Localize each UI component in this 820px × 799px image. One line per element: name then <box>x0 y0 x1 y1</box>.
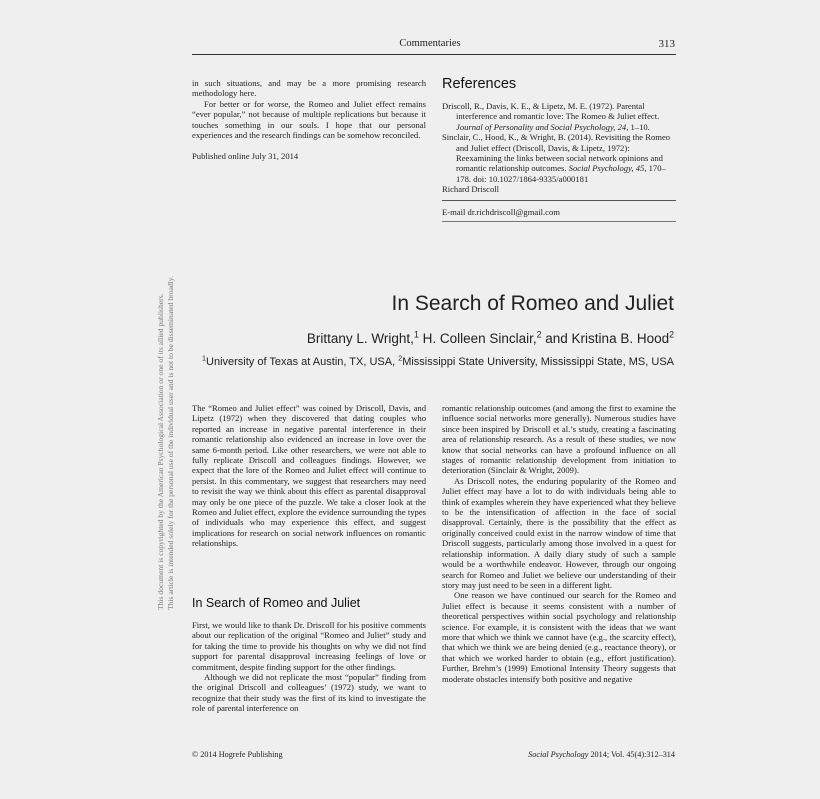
abstract-text: The “Romeo and Juliet effect” was coined by Driscoll, Davis, and Lipetz (1972) when they discovered that dating couples who reported an increase in negative parental interference in their romantic relationship also evidenced an increase in love over the same 6-month period. Like other researchers, we were not able to fully replicate Driscoll and colleagues findings. However, we expect that the lore of the Romeo and Juliet effect will continue to persist. In this commentary, we suggest that researchers may need to revisit the way we think about this effect as parental disapproval may only be one piece of the puzzle. We take a closer look at the Romeo and Juliet effect, explore the evidence surrounding the types of individuals who may experience this effect, and suggest implications for research on social network influences on romantic relationships. <box>192 403 426 549</box>
page-number: 313 <box>658 38 675 50</box>
reference-source: Social Psychology, 45 <box>568 163 645 174</box>
commentary-author: Richard Driscoll <box>442 184 500 194</box>
body-para-5: One reason we have continued our search for the Romeo and Juliet effect is because it seems consistent with a number of theoretical perspectives within social psychology and relationship science. For example, it is consistent with the ideas that we want more that which we think we cannot have (e.g., the scarcity effect), that which we think we are being denied (e.g., reactance theory), or that which we worked harder to obtain (e.g., effort justification). Further, Brehm’s (1999) Emotional Intensity Theory suggests that moderate obstacles intensify both positive and negative <box>442 590 676 684</box>
running-title: Commentaries <box>399 38 461 49</box>
copyright-side-note <box>156 240 176 610</box>
author-name: Brittany L. Wright, <box>306 331 414 346</box>
reference-tail: , 170–178. doi: 10.1027/1864-9335/a000181 <box>456 163 666 184</box>
side-note-line-1: This document is copyrighted by the American Psychological Association or one of its allied publishers. <box>156 293 165 610</box>
previous-para-1: in such situations, and may be a more promising research methodology here. <box>192 78 426 99</box>
body-para-2: Although we did not replicate the most “popular” finding from the original Driscoll and colleagues’ (1972) study, we want to recognize that their study was the first of its kind to investigate the role of parental interference on <box>192 672 426 714</box>
author-name: H. Colleen Sinclair, <box>418 331 537 346</box>
copyright-footer: © 2014 Hogrefe Publishing <box>192 750 283 759</box>
volume-info: 2014; Vol. 45(4):312–314 <box>588 750 675 759</box>
reference-source: Journal of Personality and Social Psychology, 24 <box>456 121 627 132</box>
signature-rule <box>442 200 676 201</box>
author-affil-sup: 2 <box>669 329 674 340</box>
article-affiliations <box>192 356 674 368</box>
body-para-3: romantic relationship outcomes (and among the first to examine the influence social networks more generally). Numerous studies have since been inspired by Driscoll et al.’s study, creating a fascinating area of relationship research. As a result of these studies, we now know that social networks can have a profound influence on all stages of romantic relationship development from initiation to deterioration (Sinclair & Wright, 2009). <box>442 403 676 476</box>
journal-name: Social Psychology <box>528 750 589 759</box>
body-para-4: As Driscoll notes, the enduring popularity of the Romeo and Juliet effect may have a lot to do with individuals being able to think of examples wherein they have experienced what they believe to be the intensification of affection in the face of social disapproval. Certainly, there is the possibility that the effect as originally conceived could exist in the narrow window of time that Driscoll suggests, particularly among those involved in a quest for relationship information. A daily diary study of such a sample would be a worthwhile endeavor. However, through our ongoing search for Romeo and Juliet we believe our understanding of their story may just need to be seen in a different light. <box>442 475 676 590</box>
article-title: In Search of Romeo and Juliet <box>391 292 674 315</box>
published-date: Published online July 31, 2014 <box>192 151 299 162</box>
article-authors <box>192 331 674 346</box>
author-email[interactable]: E-mail dr.richdriscoll@gmail.com <box>442 207 560 217</box>
header-rule <box>192 54 676 55</box>
previous-article-end <box>192 78 426 162</box>
reference-item <box>442 132 676 184</box>
author-affil-sup: 1 <box>413 329 419 340</box>
reference-item <box>442 101 676 132</box>
email-rule <box>442 221 676 222</box>
right-body <box>442 403 676 684</box>
side-note-line-2: This article is intended solely for the personal use of the individual user and is not to be disseminated broadly. <box>166 276 175 610</box>
reference-tail: , 1–10. <box>626 121 650 132</box>
affil-sup: 2 <box>398 354 403 363</box>
references-heading: References <box>442 76 517 92</box>
abstract <box>192 403 426 549</box>
section-heading: In Search of Romeo and Juliet <box>192 596 361 610</box>
affiliation-text: University of Texas at Austin, TX, USA, <box>206 356 399 368</box>
author-affil-sup: 2 <box>536 329 542 340</box>
affiliation-text: Mississippi State University, Mississippi State, MS, USA <box>402 356 674 368</box>
body-para-1: First, we would like to thank Dr. Driscoll for his positive comments about our replication of the original “Romeo and Juliet” study and for taking the time to provide his thoughts on why we did not find support for parental disapproval increasing feelings of love or commitment, despite finding support for the other findings. <box>192 620 426 672</box>
reference-text: Sinclair, C., Hood, K., & Wright, B. (2014). Revisiting the Romeo and Juliet effect (Driscoll, Davis, & Lipetz, 1972): Reexamining the links between social network opinions and romantic relationship outcomes. <box>442 132 671 174</box>
references-list <box>442 101 676 184</box>
previous-para-2: For better or for worse, the Romeo and Juliet effect remains “ever popular,” not because of multiple replications but because it touches something in our souls. I hope that our personal experiences and the research findings can be somehow reconciled. <box>192 98 426 141</box>
journal-citation <box>528 750 675 759</box>
affil-sup: 1 <box>202 354 207 363</box>
author-name: and Kristina B. Hood <box>541 331 670 346</box>
left-body <box>192 620 426 714</box>
reference-text: Driscoll, R., Davis, K. E., & Lipetz, M. E. (1972). Parental interference and romantic love: The Romeo & Juliet effect. <box>442 101 660 122</box>
